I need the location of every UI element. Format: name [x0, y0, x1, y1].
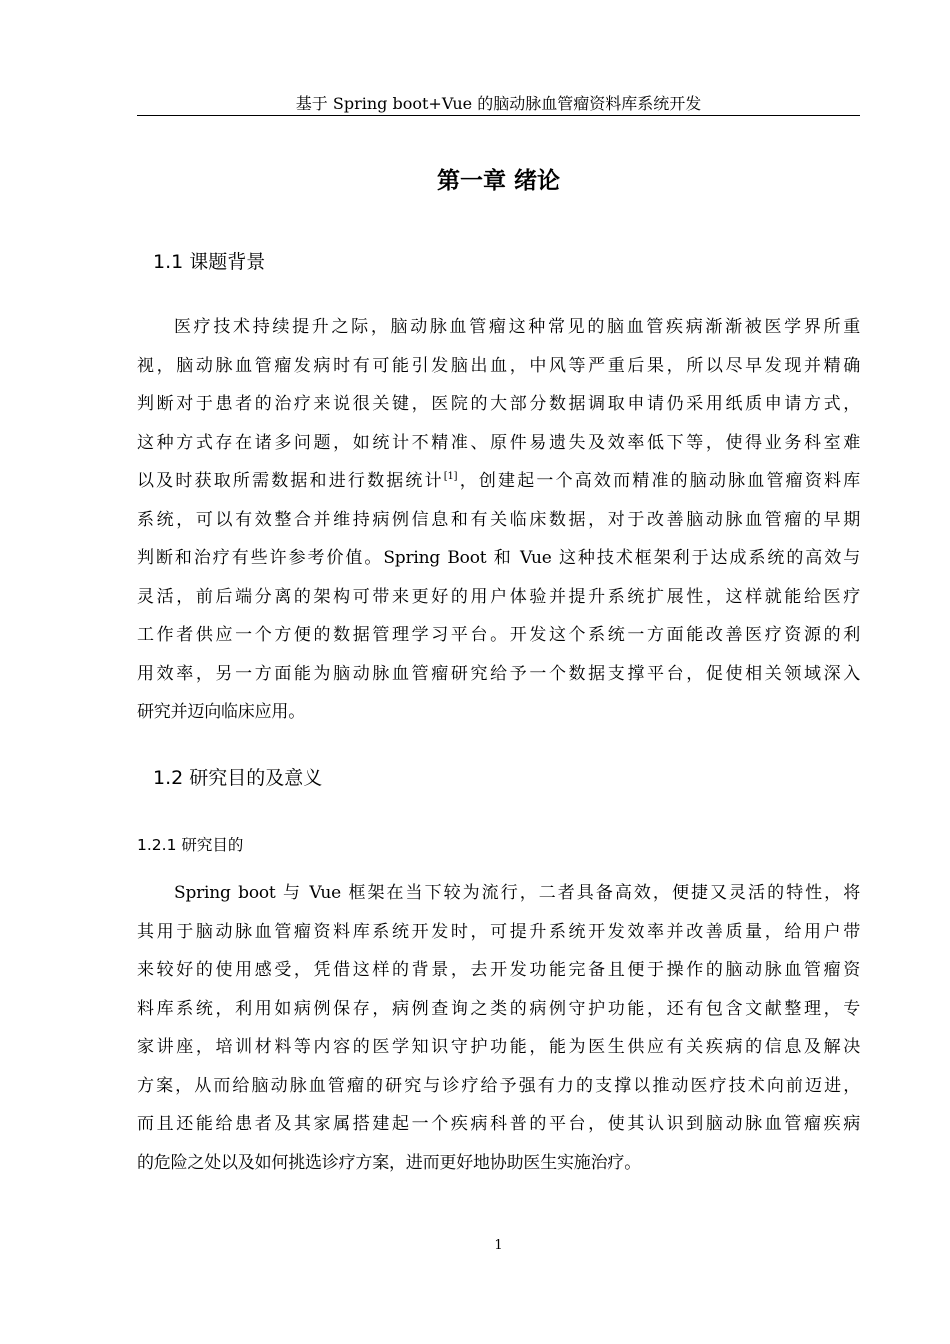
line-text: ，创建起一个高效而精准的脑动脉血管瘤资料库 — [457, 471, 860, 491]
line-text: 以及时获取所需数据和进行数据统计 — [137, 471, 444, 491]
paragraph-line: 灵活，前后端分离的架构可带来更好的用户体验并提升系统扩展性，这样就能给医疗 — [137, 586, 860, 607]
paragraph-line: 而且还能给患者及其家属搭建起一个疾病科普的平台，使其认识到脑动脉血管瘤疾病 — [137, 1114, 860, 1134]
paragraph-line: 的危险之处以及如何挑选诊疗方案，进而更好地协助医生实施治疗。 — [137, 1152, 641, 1173]
paragraph-line: 系统，可以有效整合并维持病例信息和有关临床数据，对于改善脑动脉血管瘤的早期 — [137, 509, 860, 530]
paragraph-line-with-citation — [137, 462, 860, 501]
paragraph-line: Spring boot 与 Vue 框架在当下较为流行，二者具备高效，便捷又灵活的特性，将 — [174, 883, 860, 903]
paragraph-line: 医疗技术持续提升之际，脑动脉血管瘤这种常见的脑血管疾病渐渐被医学界所重 — [174, 317, 860, 337]
subsection-heading-1-2-1: 1.2.1 研究目的 — [137, 836, 244, 854]
paragraph-line: 研究并迈向临床应用。 — [137, 702, 305, 722]
section-heading-1-1: 1.1 课题背景 — [153, 251, 266, 273]
paragraph-line: 视，脑动脉血管瘤发病时有可能引发脑出血，中风等严重后果，所以尽早发现并精确 — [137, 355, 860, 376]
paragraph-line: 这种方式存在诸多问题，如统计不精准、原件易遗失及效率低下等，使得业务科室难 — [137, 432, 860, 453]
paragraph-purpose — [137, 874, 860, 1182]
paragraph-line: 用效率，另一方面能为脑动脉血管瘤研究给予一个数据支撑平台，促使相关领域深入 — [137, 663, 860, 684]
paragraph-line: 判断和治疗有些许参考价值。Spring Boot 和 Vue 这种技术框架利于达成系统的高效与 — [137, 548, 860, 568]
chapter-title: 第一章 绪论 — [436, 168, 560, 194]
paragraph-line: 判断对于患者的治疗来说很关键，医院的大部分数据调取申请仍采用纸质申请方式， — [137, 394, 860, 414]
running-header: 基于 Spring boot+Vue 的脑动脉血管瘤资料库系统开发 — [295, 94, 702, 113]
paragraph-line: 料库系统，利用如病例保存，病例查询之类的病例守护功能，还有包含文献整理，专 — [137, 998, 860, 1019]
page-number: 1 — [494, 1238, 503, 1253]
paragraph-background — [137, 308, 860, 732]
paragraph-line: 其用于脑动脉血管瘤资料库系统开发时，可提升系统开发效率并改善质量，给用户带 — [137, 921, 860, 942]
header-rule — [137, 115, 860, 116]
paragraph-line: 工作者供应一个方便的数据管理学习平台。开发这个系统一方面能改善医疗资源的利 — [137, 625, 860, 645]
section-heading-1-2: 1.2 研究目的及意义 — [153, 767, 323, 789]
paragraph-line: 来较好的使用感受，凭借这样的背景，去开发功能完备且便于操作的脑动脉血管瘤资 — [137, 960, 860, 980]
paragraph-line: 家讲座，培训材料等内容的医学知识守护功能，能为医生供应有关疾病的信息及解决 — [137, 1037, 860, 1057]
citation-marker: [1] — [443, 471, 458, 482]
paragraph-line: 方案，从而给脑动脉血管瘤的研究与诊疗给予强有力的支撑以推动医疗技术向前迈进， — [137, 1075, 860, 1096]
